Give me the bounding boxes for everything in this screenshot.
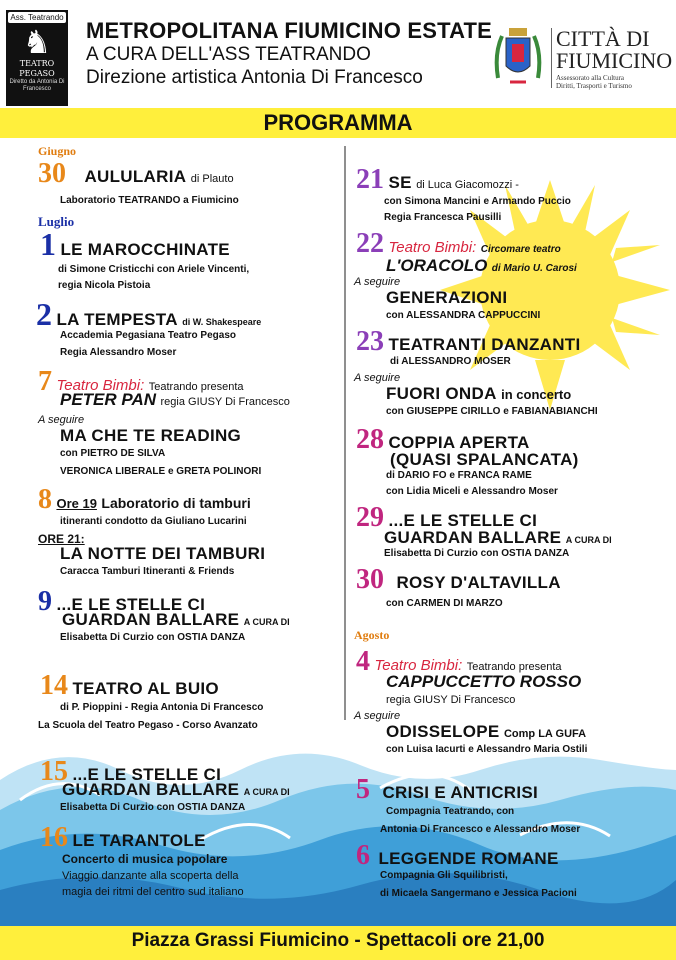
event-title: ...E LE STELLE CI <box>56 595 206 614</box>
event-8-luglio <box>38 484 251 516</box>
event-time: Ore 19 <box>56 496 97 511</box>
event-author: di Luca Giacomozzi - <box>416 179 519 191</box>
column-divider <box>344 146 346 720</box>
event-director: regia GIUSY Di Francesco <box>386 694 516 706</box>
assessorato-line2: Diritti, Trasporti e Turismo <box>556 82 632 90</box>
event-detail: con Luisa Iacurti e Alessandro Maria Ostili <box>386 744 588 755</box>
event-detail: con GIUSEPPE CIRILLO e FABIANABIANCHI <box>386 406 598 417</box>
event-title: TEATRO AL BUIO <box>72 679 219 698</box>
event-company: Comp LA GUFA <box>503 728 587 740</box>
event-title-row <box>62 780 290 800</box>
month-agosto: Agosto <box>354 628 390 642</box>
footer-text: Piazza Grassi Fiumicino - Spettacoli ore 21,00 <box>131 930 545 951</box>
event-detail: Regia Alessandro Moser <box>60 347 177 358</box>
event-detail: Compagnia Gli Squilibristi, <box>380 870 508 881</box>
event-title: LA TEMPESTA <box>56 310 178 329</box>
event-detail: con ALESSANDRA CAPPUCCINI <box>386 310 541 321</box>
event-detail: di ALESSANDRO MOSER <box>390 356 511 367</box>
event-title: FUORI ONDA <box>386 384 497 403</box>
teatrando-logo <box>6 10 68 106</box>
event-30-giugno <box>38 158 234 190</box>
event-title: Laboratorio di tamburi <box>101 495 251 511</box>
event-title: SE <box>388 173 412 192</box>
event-23-luglio <box>356 326 581 358</box>
event-detail: con Lidia Miceli e Alessandro Moser <box>386 486 558 497</box>
logo-subtitle: Diretto da Antonia Di Francesco <box>9 79 65 92</box>
event-detail: La Scuola del Teatro Pegaso - Corso Avanzato <box>38 720 258 731</box>
a-seguire-label: A seguire <box>38 414 85 426</box>
event-title: ...E LE STELLE CI <box>388 511 538 530</box>
teatro-bimbi-label: Teatro Bimbi: <box>388 239 477 256</box>
event-title-row <box>386 384 571 404</box>
teatro-bimbi-label: Teatro Bimbi: <box>374 657 463 674</box>
assessorato <box>556 74 632 90</box>
event-30-luglio <box>356 564 561 596</box>
event-author: di Mario U. Carosi <box>491 263 577 274</box>
event-day: 21 <box>356 164 384 195</box>
event-day: 23 <box>356 326 384 357</box>
event-cura: A CURA DI <box>565 535 612 545</box>
event-detail: Accademia Pegasiana Teatro Pegaso <box>60 330 237 341</box>
event-title: CAPPUCCETTO ROSSO <box>386 672 582 691</box>
event-detail: con Simona Mancini e Armando Puccio <box>384 196 571 207</box>
event-cura: A CURA DI <box>243 617 290 627</box>
fiumicino-crest-icon <box>492 24 544 90</box>
event-day: 30 <box>38 158 66 189</box>
header-line1: METROPOLITANA FIUMICINO ESTATE <box>86 18 493 43</box>
a-seguire-label: A seguire <box>354 710 401 722</box>
event-author: di W. Shakespeare <box>182 317 262 327</box>
event-day: 22 <box>356 228 384 259</box>
event-day: 6 <box>356 840 370 871</box>
event-title-row <box>386 256 577 276</box>
event-5-agosto <box>356 774 538 806</box>
event-day: 29 <box>356 502 384 533</box>
event-author: di Plauto <box>190 173 234 185</box>
event-title-row <box>62 610 290 630</box>
event-title: ...E LE STELLE CI <box>72 765 222 784</box>
event-presenter: Circomare teatro <box>480 244 561 255</box>
a-seguire-label: A seguire <box>354 372 401 384</box>
event-title: COPPIA APERTA <box>388 433 530 452</box>
event-title: AULULARIA <box>84 167 187 186</box>
event-detail: con CARMEN DI MARZO <box>386 598 503 609</box>
event-day: 14 <box>40 670 68 701</box>
event-detail: Caracca Tamburi Itineranti & Friends <box>60 566 235 577</box>
month-giugno: Giugno <box>38 144 77 158</box>
pegasus-icon: ♞ <box>22 24 52 60</box>
event-title-row <box>60 390 290 410</box>
citta-di: CITTÀ DI <box>556 26 650 51</box>
event-detail: Elisabetta Di Curzio con OSTIA DANZA <box>60 802 246 813</box>
event-detail: Elisabetta Di Curzio con OSTIA DANZA <box>384 548 570 559</box>
event-title: GUARDAN BALLARE <box>384 528 562 547</box>
event-detail: Viaggio danzante alla scoperta della <box>62 870 239 882</box>
event-day: 9 <box>38 586 52 617</box>
event-detail: itineranti condotto da Giuliano Lucarini <box>60 516 247 527</box>
a-seguire-label: A seguire <box>354 276 401 288</box>
event-title: ODISSELOPE <box>386 722 500 741</box>
event-detail: Concerto di musica popolare <box>62 852 228 866</box>
event-day: 7 <box>38 366 52 397</box>
event-21-luglio <box>356 164 519 196</box>
month-luglio: Luglio <box>38 214 75 229</box>
event-day: 5 <box>356 774 370 805</box>
event-detail: di P. Pioppini - Regia Antonia Di Francesco <box>60 702 264 713</box>
event-6-agosto <box>356 840 559 872</box>
event-day: 28 <box>356 424 384 455</box>
event-title-row <box>384 528 612 548</box>
event-2-luglio <box>36 296 261 333</box>
event-title: CRISI E ANTICRISI <box>382 783 539 802</box>
logo-name: TEATRO PEGASO <box>19 59 55 78</box>
event-title: LE TARANTOLE <box>72 831 206 850</box>
event-1-luglio <box>40 226 230 263</box>
event-presenter: Teatrando presenta <box>148 381 244 393</box>
event-title: GUARDAN BALLARE <box>62 610 240 629</box>
event-detail: con PIETRO DE SILVA <box>60 448 166 459</box>
event-detail: magia dei ritmi del centro sud italiano <box>62 886 244 898</box>
event-detail: Antonia Di Francesco e Alessandro Moser <box>380 824 581 835</box>
event-title: LA NOTTE DEI TAMBURI <box>60 544 266 563</box>
event-title: L'ORACOLO <box>386 256 488 275</box>
program-title: PROGRAMMA <box>263 110 413 135</box>
event-day: 1 <box>40 226 56 262</box>
logo-top-text: Ass. Teatrando <box>8 12 66 23</box>
event-presenter: Teatrando presenta <box>466 661 562 673</box>
assessorato-line1: Assessorato alla Cultura <box>556 74 625 82</box>
event-detail: Regia Francesca Pausilli <box>384 212 502 223</box>
event-title: LE MAROCCHINATE <box>60 240 230 259</box>
event-cura: A CURA DI <box>243 787 290 797</box>
event-detail: di Micaela Sangermano e Jessica Pacioni <box>380 888 577 899</box>
event-title: PETER PAN <box>60 390 157 409</box>
event-detail: VERONICA LIBERALE e GRETA POLINORI <box>60 466 262 477</box>
fiumicino: FIUMICINO <box>556 48 673 73</box>
event-title: TEATRANTI DANZANTI <box>388 335 581 354</box>
teatro-bimbi-label: Teatro Bimbi: <box>56 377 145 394</box>
header-separator <box>551 28 552 88</box>
event-title: GENERAZIONI <box>386 288 508 307</box>
event-subtitle: in concerto <box>501 387 572 402</box>
header-line3: Direzione artistica Antonia Di Francesco <box>86 67 423 88</box>
event-day: 2 <box>36 296 52 332</box>
event-day: 4 <box>356 646 370 677</box>
event-title: GUARDAN BALLARE <box>62 780 240 799</box>
event-detail: Compagnia Teatrando, con <box>386 806 515 817</box>
event-title: LEGGENDE ROMANE <box>378 849 559 868</box>
event-title: MA CHE TE READING <box>60 426 242 445</box>
event-detail: regia Nicola Pistoia <box>58 280 151 291</box>
event-day: 15 <box>40 756 68 787</box>
event-16-luglio <box>40 822 206 854</box>
event-title-row <box>386 722 586 742</box>
event-detail: Laboratorio TEATRANDO a Fiumicino <box>60 195 239 206</box>
event-time: ORE 21: <box>38 532 85 546</box>
event-detail: di Simone Cristicchi con Ariele Vincenti, <box>58 264 250 275</box>
event-director: regia GIUSY Di Francesco <box>160 396 290 408</box>
header-line2: A CURA DELL'ASS TEATRANDO <box>86 44 371 65</box>
event-title: (QUASI SPALANCATA) <box>390 450 579 469</box>
event-title: ROSY D'ALTAVILLA <box>396 573 561 592</box>
event-detail: di DARIO FO e FRANCA RAME <box>386 470 532 481</box>
event-14-luglio <box>40 670 219 702</box>
event-day: 16 <box>40 822 68 853</box>
event-day: 8 <box>38 484 52 515</box>
event-day: 30 <box>356 564 384 595</box>
event-detail: Elisabetta Di Curzio con OSTIA DANZA <box>60 632 246 643</box>
